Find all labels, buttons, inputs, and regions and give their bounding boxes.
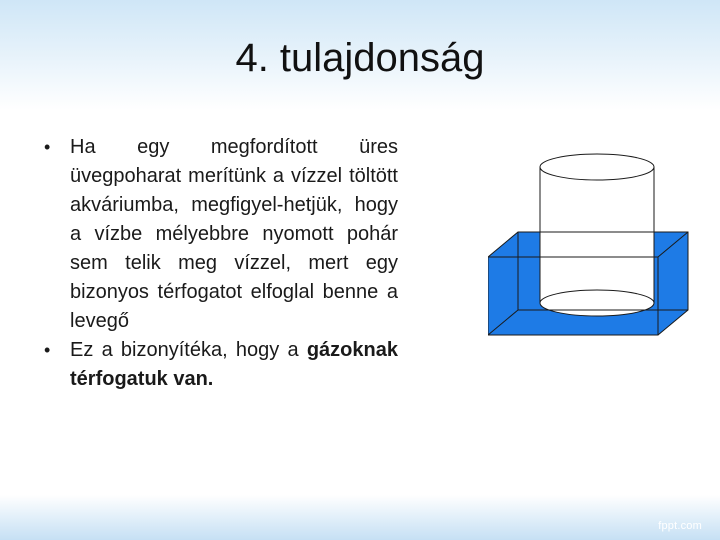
bullet-list bbox=[42, 133, 398, 394]
bullet-icon: • bbox=[44, 340, 51, 360]
bullet-text-2: Ez a bizonyítéka, hogy a bbox=[70, 339, 299, 361]
glass-top-ellipse bbox=[540, 154, 654, 180]
bullet-text-1: Ha egy megfordított üres üvegpoharat merítünk a vízzel töltött akváriumba, megfigyel-hetjük, hogy a vízbe mélyebbre nyomott pohár sem telik meg vízzel, mert egy bizonyos térfogatot elfoglal benne a levegő bbox=[70, 136, 398, 332]
glass-body bbox=[540, 167, 654, 303]
bullet-text-2-emphasis: gázoknak térfogatuk van. bbox=[70, 339, 398, 390]
glass-bottom-ellipse bbox=[540, 290, 654, 316]
bullet-item-1 bbox=[42, 133, 398, 336]
bullet-item-2 bbox=[42, 336, 398, 394]
aquarium-glass-illustration bbox=[488, 152, 693, 342]
bullet-icon: • bbox=[44, 137, 51, 157]
slide-title: 4. tulajdonság bbox=[235, 36, 485, 80]
footer-brand-text: fppt.com bbox=[658, 520, 702, 532]
footer-gradient-band bbox=[0, 495, 720, 540]
